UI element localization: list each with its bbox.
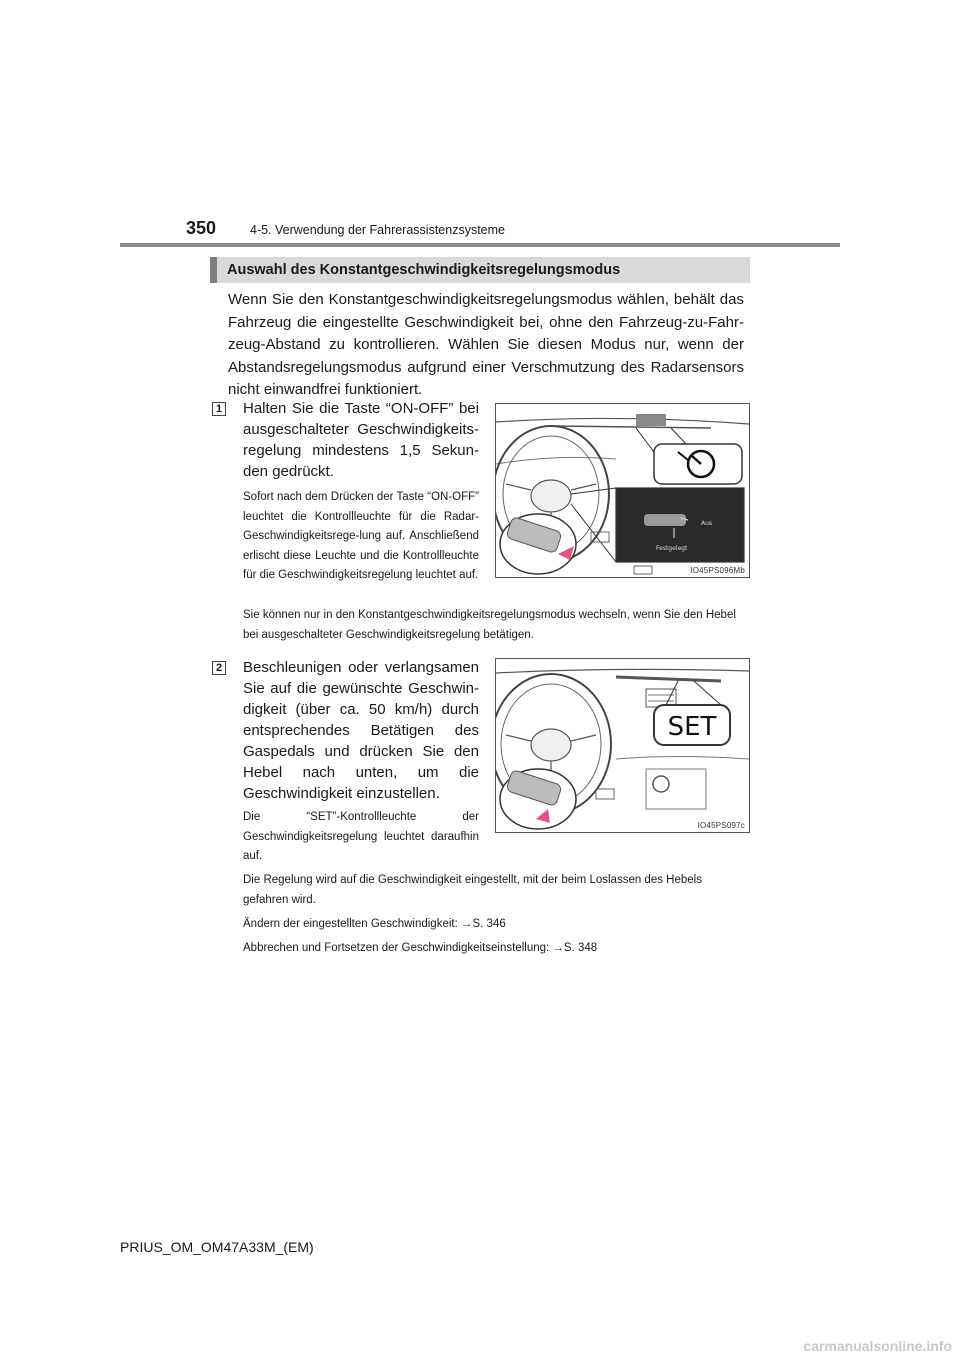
step-2-extra-note-2: Ändern der eingestellten Geschwindigkeit: →S. 346	[243, 918, 506, 930]
page-number: 350	[186, 218, 217, 238]
figure-code-2: IO45PS097c	[697, 821, 745, 830]
step-2-badge: 2	[212, 661, 226, 675]
step-2-text: Beschleunigen oder verlangsamen Sie auf die gewünschte Geschwin-digkeit (über ca. 50 km/h) durch entsprechendes Betätigen des Gaspedals und drücken Sie den Hebel nach unten, um die Geschwindigkeit einzustellen.	[243, 659, 479, 802]
step-1-text: Halten Sie die Taste “ON-OFF” bei ausgeschalteter Geschwindigkeits-regelung mindestens 1,5 Sekun-den gedrückt.	[243, 400, 479, 480]
section-heading: Auswahl des Konstantgeschwindigkeitsregelungsmodus	[210, 257, 750, 283]
step-1-note: Sofort nach dem Drücken der Taste “ON-OFF” leuchtet die Kontrollleuchte für die Radar-Geschwindigkeitsrege-lung auf. Anschließend erlischt diese Leuchte und die Kontrollleuchte für die Geschwindigkeitsregelung leuchtet auf.	[243, 491, 479, 581]
figure-code-1: IO45PS096Mb	[690, 566, 745, 575]
step-2-note: Die “SET”-Kontrollleuchte der Geschwindigkeitsregelung leuchtet daraufhin auf.	[243, 811, 479, 862]
figure-step-1	[495, 403, 750, 578]
step-2-extra-note-1: Die Regelung wird auf die Geschwindigkeit eingestellt, mit der beim Loslassen des Hebels gefahren wird.	[243, 874, 702, 906]
header-divider	[120, 243, 840, 247]
document-id: PRIUS_OM_OM47A33M_(EM)	[120, 1239, 314, 1255]
watermark: carmanualsonline.info	[803, 1338, 952, 1354]
intro-paragraph: Wenn Sie den Konstantgeschwindigkeitsregelungsmodus wählen, behält das Fahrzeug die eingestellte Geschwindigkeit bei, ohne den Fahrzeug-zu-Fahr-zeug-Abstand zu kontrollieren. Wählen Sie diesen Modus nur, wenn der Abstandsregelungsmodus aufgrund einer Verschmutzung des Radarsensors nicht einwandfrei funktioniert.	[228, 291, 744, 398]
figure-step-2	[495, 658, 750, 833]
step-1-extra-note: Sie können nur in den Konstantgeschwindigkeitsregelungsmodus wechseln, wenn Sie den Hebel bei ausgeschalteter Geschwindigkeitsregelung betätigen.	[243, 609, 736, 641]
step-1-badge: 1	[212, 402, 226, 416]
label-fixed: Festgelegt	[656, 545, 688, 552]
dashboard-illustration-1	[496, 404, 749, 577]
set-label: SET	[667, 712, 717, 742]
chapter-title: 4-5. Verwendung der Fahrerassistenzsysteme	[250, 223, 505, 237]
label-off: Aus	[701, 520, 713, 527]
step-2-extra-note-3: Abbrechen und Fortsetzen der Geschwindigkeitseinstellung: →S. 348	[243, 942, 598, 954]
dashboard-illustration-2	[496, 659, 749, 832]
